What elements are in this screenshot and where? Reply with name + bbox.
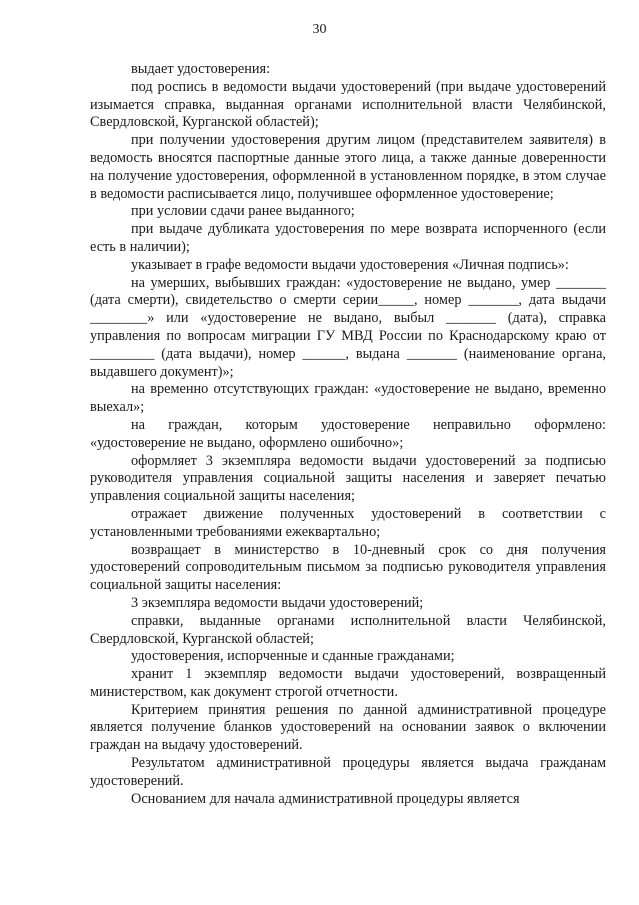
document-body — [90, 61, 606, 808]
paragraph-duplicate: при выдаче дубликата удостоверения по мере возврата испорченного (если есть в наличии); — [90, 221, 606, 255]
paragraph-procedure-basis: Основанием для начала административной процедуры является — [131, 790, 520, 807]
paragraph-quarterly-movement: отражает движение полученных удостоверений в соответствии с установленными требованиями ежеквартально; — [90, 505, 606, 540]
paragraph-register-copies: 3 экземпляра ведомости выдачи удостоверений; — [131, 594, 424, 611]
paragraph-deceased-departed: на умерших, выбывших граждан: «удостоверение не выдано, умер _______ (дата смерти), свидетельство о смерти серии_____, номер _______, дата выдачи ________» или «удостоверение не выдано, выбыл _______ (дата), справка управления по вопросам миграции ГУ МВД России по Краснодарскому краю от _________ (дата выдачи), номер ______, выдана _______ (наименование органа, выдавшего документ)»; — [90, 274, 606, 380]
paragraph-three-copies: оформляет 3 экземпляра ведомости выдачи удостоверений за подписью руководителя управления социальной защиты населения и заверяет печатью управления социальной защиты населения; — [90, 452, 606, 505]
paragraph-surrender-previous: при условии сдачи ранее выданного; — [131, 203, 355, 220]
paragraph-procedure-result: Результатом административной процедуры является выдача гражданам удостоверений. — [90, 755, 606, 789]
paragraph-personal-signature-column: указывает в графе ведомости выдачи удостоверения «Личная подпись»: — [131, 256, 569, 273]
paragraph-decision-criterion: Критерием принятия решения по данной административной процедуре является получение бланков удостоверений на основании заявок о включении граждан на выдачу удостоверений. — [90, 701, 606, 754]
paragraph-representative: при получении удостоверения другим лицом (представителем заявителя) в ведомость вносятся паспортные данные этого лица, а также данные доверенности на получение удостоверения, оформленной в установленном порядке, в этом случае в ведомости расписывается лицо, получившее оформленное удостоверение; — [90, 132, 606, 202]
page-number: 30 — [312, 22, 327, 37]
paragraph-temporarily-absent: на временно отсутствующих граждан: «удостоверение не выдано, временно выехал»; — [90, 381, 606, 416]
paragraph-returns-to-ministry: возвращает в министерство в 10-дневный срок со дня получения удостоверений сопроводительным письмом за подписью руководителя управления социальной защиты населения: — [90, 541, 606, 594]
paragraph-spoiled-certificates: удостоверения, испорченные и сданные гражданами; — [131, 648, 455, 665]
paragraph-stores-copy: хранит 1 экземпляр ведомости выдачи удостоверений, возвращенный министерством, как документ строгой отчетности. — [90, 666, 606, 700]
paragraph-incorrectly-issued: на граждан, которым удостоверение неправильно оформлено: «удостоверение не выдано, оформлено ошибочно»; — [90, 416, 606, 451]
paragraph-signature-register: под роспись в ведомости выдачи удостоверений (при выдаче удостоверений изымается справка, выданная органами исполнительной власти Челябинской, Свердловской, Курганской областей); — [90, 78, 606, 131]
paragraph-issues-certificates: выдает удостоверения: — [131, 61, 271, 77]
paragraph-certificates-references: справки, выданные органами исполнительной власти Челябинской, Свердловской, Курганской областей; — [90, 612, 606, 647]
